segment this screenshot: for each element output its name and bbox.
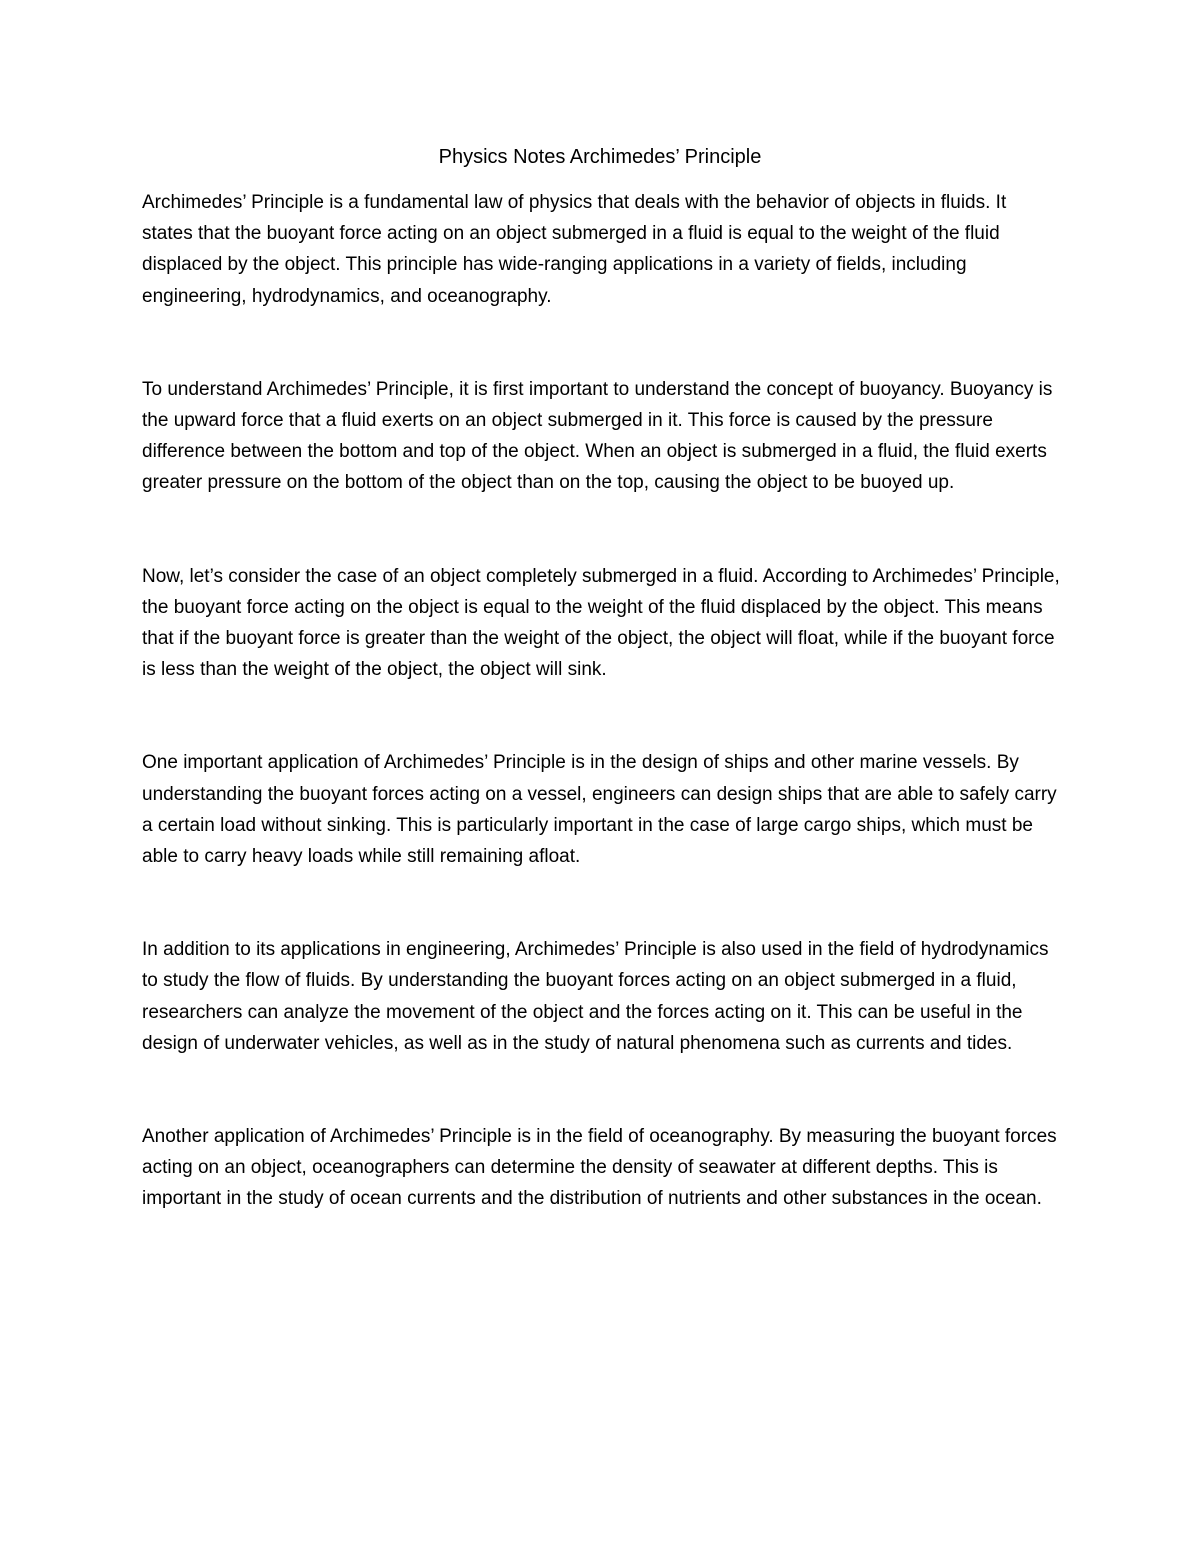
paragraph-ship-design: One important application of Archimedes’ Principle is in the design of ships and other marine vessels. By understanding the buoyant forces acting on a vessel, engineers can design ships that are able to safely carry a certain load without sinking. This is particularly important in the case of large cargo ships, which must be able to carry heavy loads while still remaining afloat.	[142, 752, 1057, 868]
paragraph-introduction: Archimedes’ Principle is a fundamental law of physics that deals with the behavior of objects in fluids. It states that the buoyant force acting on an object submerged in a fluid is equal to the weight of the fluid displaced by the object. This principle has wide-ranging applications in a variety of fields, including engineering, hydrodynamics, and oceanography.	[142, 192, 1007, 307]
paragraph-submerged-object: Now, let’s consider the case of an object completely submerged in a fluid. According to Archimedes’ Principle, the buoyant force acting on the object is equal to the weight of the fluid displaced by the object. This means that if the buoyant force is greater than the weight of the object, the object will float, while if the buoyant force is less than the weight of the object, the object will sink.	[142, 565, 1060, 681]
document-body	[142, 187, 1062, 1277]
document-title: Physics Notes Archimedes’ Principle	[438, 146, 762, 168]
paragraph-hydrodynamics: In addition to its applications in engineering, Archimedes’ Principle is also used in the field of hydrodynamics to study the flow of fluids. By understanding the buoyant forces acting on an object submerged in a fluid, researchers can analyze the movement of the object and the forces acting on it. This can be useful in the design of underwater vehicles, as well as in the study of natural phenomena such as currents and tides.	[142, 939, 1049, 1054]
paragraph-buoyancy: To understand Archimedes’ Principle, it is first important to understand the concept of buoyancy. Buoyancy is the upward force that a fluid exerts on an object submerged in it. This force is caused by the pressure difference between the bottom and top of the object. When an object is submerged in a fluid, the fluid exerts greater pressure on the bottom of the object than on the top, causing the object to be buoyed up.	[142, 378, 1053, 494]
paragraph-oceanography: Another application of Archimedes’ Principle is in the field of oceanography. By measuring the buoyant forces acting on an object, oceanographers can determine the density of seawater at different depths. This is important in the study of ocean currents and the distribution of nutrients and other substances in the ocean.	[142, 1126, 1057, 1210]
